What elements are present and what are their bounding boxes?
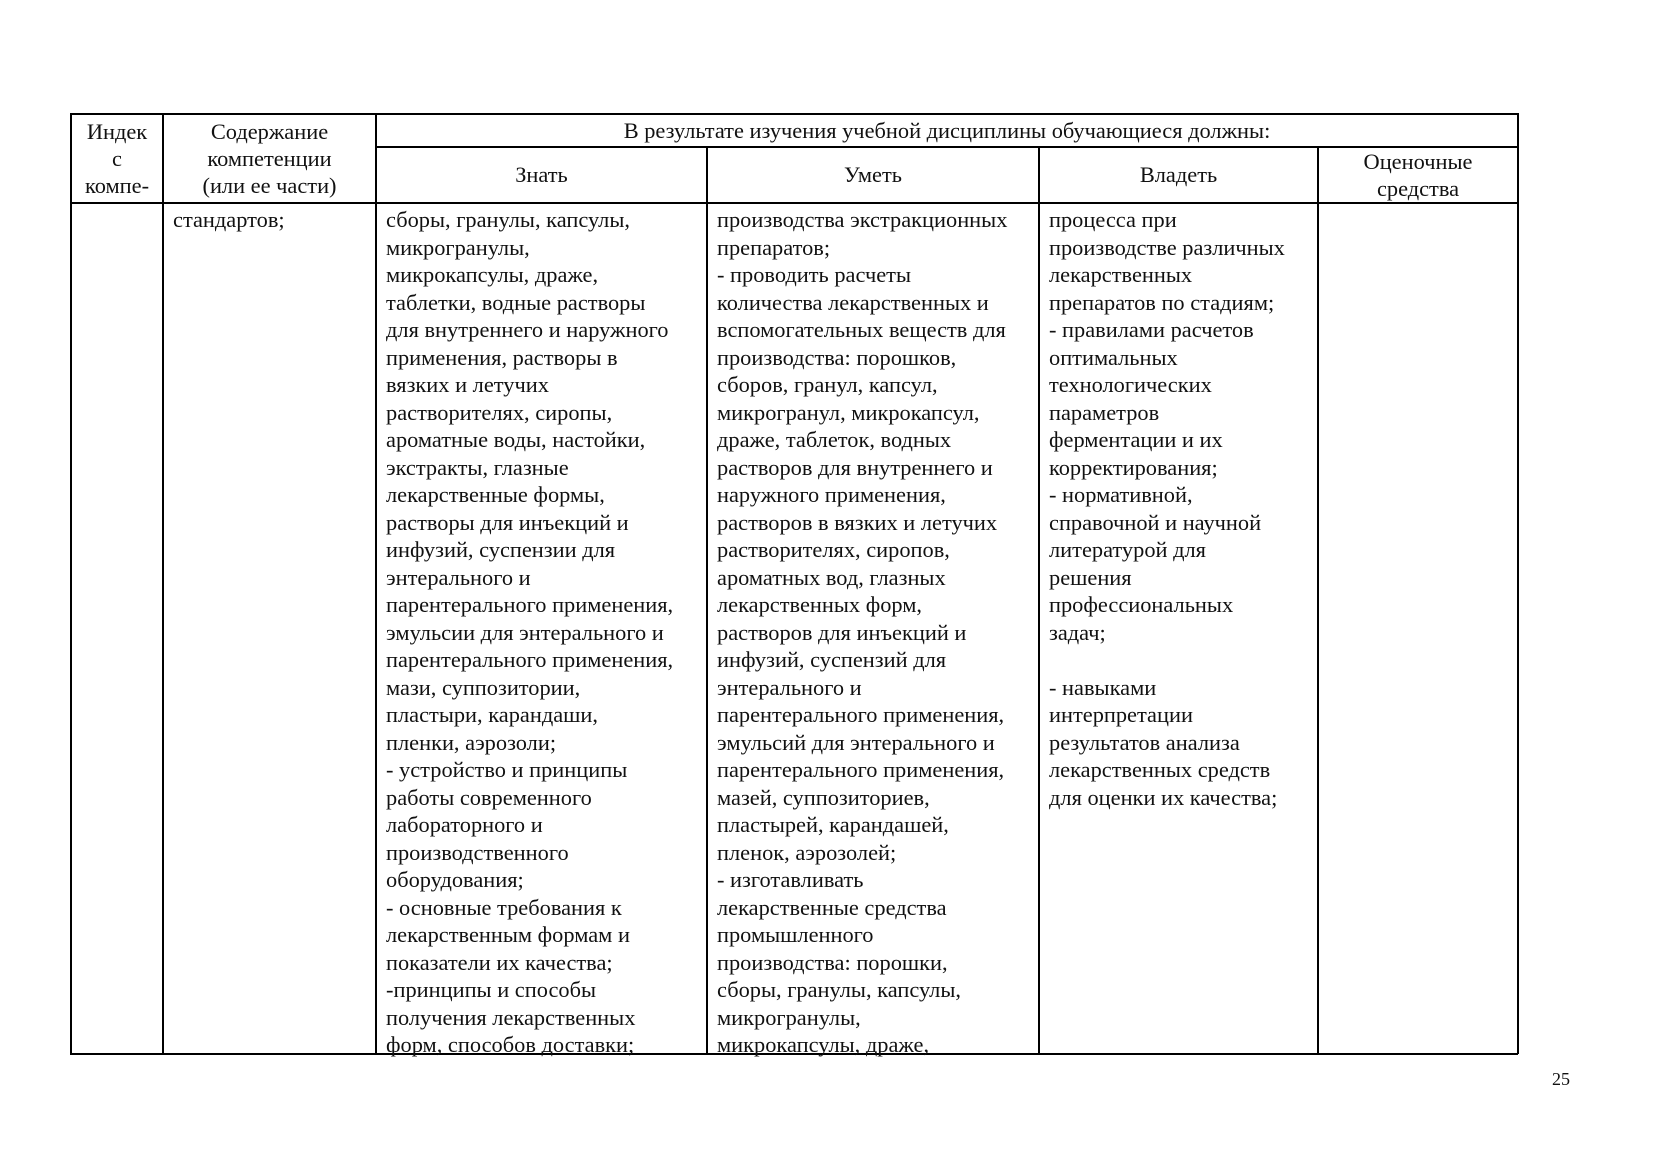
table-border-left <box>70 113 72 1054</box>
column-divider-4 <box>1038 146 1040 1054</box>
row-know-text: сборы, гранулы, капсулы, микрогранулы, микрокапсулы, драже, таблетки, водные растворы для внутреннего и наружного применения, растворы в вязких и летучих растворителях, сиропы, ароматные воды, настойки, экстракты, глазные лекарственные формы, растворы для инъекций и инфузий, суспензии для энтерального и парентерального применения, эмульсии для энтерального и парентерального применения, мази, суппозитории, пластыри, карандаши, пленки, аэрозоли; - устройство и принципы работы современного лабораторного и производственного оборудования; - основные требования к лекарственным формам и показатели их качества; -принципы и способы получения лекарственных форм, способов доставки; <box>386 207 674 1057</box>
header-bottom-rule <box>70 202 1518 204</box>
row-can-text: производства экстракционных препаратов; - проводить расчеты количества лекарственных и вспомогательных веществ для производства: порошков, сборов, гранул, капсул, микрогранул, микрокапсул, драже, таблеток, водных растворов для внутреннего и наружного применения, растворов в вязких и летучих растворителях, сиропов, ароматных вод, глазных лекарственных форм, растворов для инъекций и инфузий, суспензий для энтерального и парентерального применения, эмульсий для энтерального и парентерального применения, мазей, суппозиториев, пластырей, карандашей, пленок, аэрозолей; - изготавливать лекарственные средства промышленного производства: порошки, сборы, гранулы, капсулы, микрогранулы, микрокапсулы, драже, <box>717 207 1008 1057</box>
header-competency-content: Содержание компетенции (или ее части) <box>202 118 337 198</box>
header-results-group: В результате изучения учебной дисциплины обучающиеся должны: <box>623 117 1271 143</box>
column-divider-3 <box>706 146 708 1054</box>
header-know: Знать <box>515 162 568 188</box>
header-assessment: Оценочные средства <box>1363 149 1473 201</box>
header-can: Уметь <box>844 162 902 188</box>
competency-table <box>70 113 1518 1057</box>
column-divider-1 <box>162 113 164 1054</box>
column-divider-2 <box>375 113 377 1054</box>
column-divider-5 <box>1317 146 1319 1054</box>
page-number: 25 <box>1552 1069 1570 1089</box>
row-competency-content: стандартов; <box>173 207 285 232</box>
row-own-text: процесса при производстве различных лекарственных препаратов по стадиям; - правилами расчетов оптимальных технологических параметров ферментации и их корректирования; - нормативной, справочной и научной литературой для решения профессиональных задач; - навыками интерпретации результатов анализа лекарственных средств для оценки их качества; <box>1049 207 1285 810</box>
header-index: Индек с компе- <box>84 118 150 198</box>
table-border-right <box>1517 113 1519 1054</box>
header-own: Владеть <box>1139 162 1218 188</box>
